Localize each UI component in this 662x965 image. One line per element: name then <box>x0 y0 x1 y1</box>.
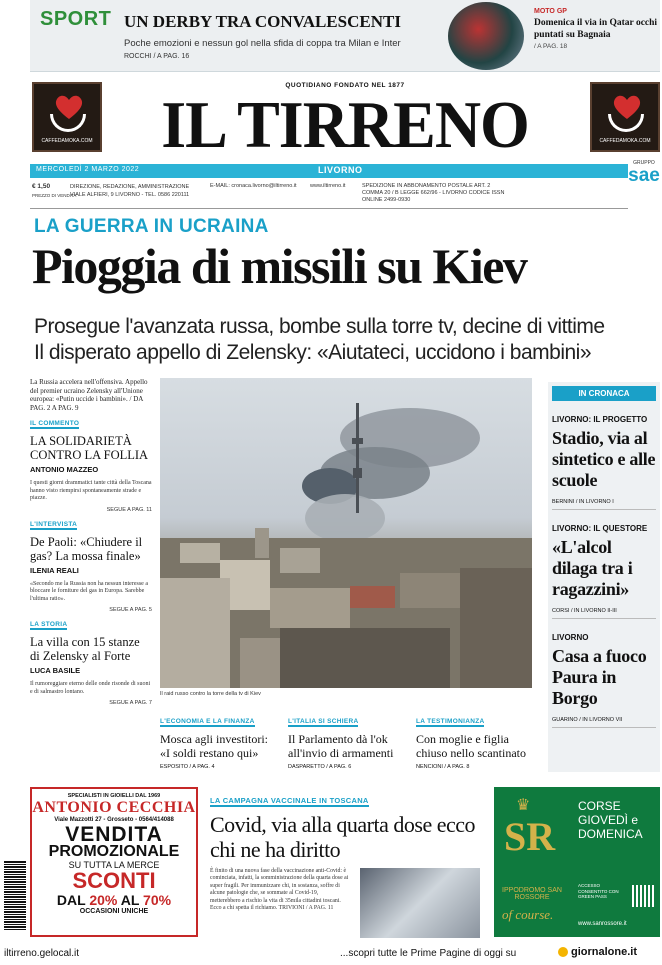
cronaca-kicker: LIVORNO: IL QUESTORE <box>552 524 648 533</box>
sport-label: SPORT <box>40 8 112 30</box>
main-kicker: LA GUERRA IN UCRAINA <box>34 216 269 237</box>
kiev-tv-tower-photo <box>160 378 532 688</box>
coffee-ad-text: CAFFEDAMOKA.COM <box>599 138 651 144</box>
moto-title: Domenica il via in Qatar occhi puntati su Bagnaia <box>534 18 658 40</box>
vaccine-body: È finito di una nuova fase della vaccinazione anti-Covid: è cominciata, infatti, la somministrazione della quarta dose ai super fragili. Per immunizzare chi, in sostanza, soffre di alcune patologie che, se sommate al Covid-19, metterebbero a rischio la vita di 35mila cittadini toscani. Ecco a chi spetta il richiamo. TRIVIONI / A PAG. 11 <box>210 868 349 912</box>
date-bar <box>30 164 628 178</box>
green-pass-note: ACCESSO CONSENTITO CON GREEN PASS <box>578 883 619 899</box>
subrow-label: L'ECONOMIA E LA FINANZA <box>160 718 255 725</box>
sport-title[interactable]: UN DERBY TRA CONVALESCENTI <box>124 12 401 31</box>
ad-al: AL <box>117 892 144 908</box>
cronaca-kicker: LIVORNO: IL PROGETTO <box>552 415 648 424</box>
editorial-address: DIREZIONE, REDAZIONE, AMMINISTRAZIONE VIALE ALFIERI, 9 LIVORNO - TEL. 0586 220111 <box>70 184 190 198</box>
price: € 1,50 <box>32 183 51 190</box>
ad-max-discount: 70% <box>143 892 172 908</box>
commento-ref: SEGUE A PAG. 11 <box>106 506 152 513</box>
info-bar <box>30 181 628 209</box>
cronaca-column <box>548 382 660 772</box>
crown-icon: ♛ <box>516 797 531 814</box>
ad-discount-range <box>32 892 196 908</box>
subrow-title: Mosca agli investitori: «I soldi restano qui» <box>160 732 268 760</box>
subrow-article-2[interactable] <box>288 710 406 770</box>
ad-address: Viale Mazzotti 27 - Grosseto - 0564/414088 <box>54 817 174 823</box>
subhead-line-2: Il disperato appello di Zelensky: «Aiutateci, uccidono i bambini» <box>34 341 592 364</box>
storia-body: Il rumoreggiare eterno delle onde risonde di suoni e di salmastro lontano. <box>30 681 151 695</box>
sae-group-logo <box>628 160 660 196</box>
subrow-ref: NENCIONI / A PAG. 8 <box>416 764 470 770</box>
main-subhead <box>34 314 662 366</box>
subrow-title: Con moglie e figlia chiuso nello scantinato <box>416 732 526 760</box>
sr-website[interactable]: www.sanrossore.it <box>578 921 627 927</box>
ad-promozionale: PROMOZIONALE <box>48 843 180 860</box>
ad-specialists: SPECIALISTI IN GIOIELLI DAL 1969 <box>67 793 161 799</box>
coffee-ad-text: CAFFEDAMOKA.COM <box>41 138 93 144</box>
ad-min-discount: 20% <box>89 892 118 908</box>
cronaca-item[interactable] <box>552 415 656 510</box>
cronaca-ref: BERNINI / IN LIVORNO I <box>552 499 656 510</box>
ad-tutta-merce: SU TUTTA LA MERCE <box>68 860 160 870</box>
subrow-article-1[interactable] <box>160 710 278 770</box>
storia-label: LA STORIA <box>30 621 68 628</box>
cup-icon <box>608 114 644 132</box>
jewelry-ad[interactable] <box>30 787 198 937</box>
commento-body: I questi giorni drammatici tante città della Toscana hanno visto riempirsi spontaneamente strade e piazze. <box>30 480 152 501</box>
sport-page-ref: ROCCHI / A PAG. 16 <box>124 53 190 60</box>
subrow-label: LA TESTIMONIANZA <box>416 718 485 725</box>
price-note: PREZZO DI VENDITA <box>32 193 77 198</box>
moto-label: MOTO GP <box>534 8 567 15</box>
sport-subtitle: Poche emozioni e nessun gol nella sfida di coppa tra Milan e Inter <box>124 38 401 49</box>
qr-code-icon <box>632 885 654 907</box>
intervista-author: ILENIA REALI <box>30 565 79 575</box>
storia-title[interactable]: La villa con 15 stanze di Zelensky al Forte <box>30 635 140 663</box>
cronaca-title: Casa a fuoco Paura in Borgo <box>552 646 647 708</box>
of-course-tagline: of course. <box>502 907 554 922</box>
sae-logo: sae <box>628 165 660 186</box>
footer <box>0 945 662 965</box>
cronaca-title: «L'alcol dilaga tra i ragazzini» <box>552 537 633 599</box>
corse-days: CORSE GIOVEDÌ e DOMENICA <box>578 799 643 841</box>
subhead-line-1: Prosegue l'avanzata russa, bombe sulla torre tv, decine di vittime <box>34 315 605 338</box>
left-column <box>30 378 152 706</box>
ad-occasioni: OCCASIONI UNICHE <box>79 908 149 915</box>
edition-city: LIVORNO <box>318 165 363 175</box>
barcode <box>4 860 26 930</box>
cronaca-ref: CORSI / IN LIVORNO II-III <box>552 608 656 619</box>
subrow-article-3[interactable] <box>416 710 534 770</box>
ad-vendita: VENDITA <box>65 823 163 846</box>
motogp-teaser[interactable] <box>534 8 658 50</box>
intervista-body: «Secondo me la Russia non ha nessun interesse a bloccare le forniture del gas in Europa. Sarebbe l'ultima ratio». <box>30 580 148 602</box>
postal-info: SPEDIZIONE IN ABBONAMENTO POSTALE ART. 2 COMMA 20 / B LEGGE 662/96 - LIVORNO CODICE ISSN ONLINE 2499-0930 <box>362 183 505 203</box>
intervista-title[interactable]: De Paoli: «Chiudere il gas? La mossa finale» <box>30 534 143 563</box>
main-headline[interactable]: Pioggia di missili su Kiev <box>32 238 527 294</box>
subrow-ref: DASPARETTO / A PAG. 6 <box>288 764 352 770</box>
cronaca-header[interactable]: IN CRONACA <box>552 386 656 401</box>
ad-brand-name: ANTONIO CECCHIA <box>32 799 196 816</box>
photo-caption: Il raid russo contro la torre della tv di Kiev <box>160 691 261 697</box>
group-small-label: GRUPPO <box>633 160 655 166</box>
issue-date: MERCOLEDÌ 2 MARZO 2022 <box>36 166 140 173</box>
commento-label: IL COMMENTO <box>30 420 80 427</box>
email[interactable]: E-MAIL: cronaca.livorno@iltirreno.it <box>210 183 297 189</box>
storia-ref: SEGUE A PAG. 7 <box>109 700 152 706</box>
subrow-title: Il Parlamento dà l'ok all'invio di armamenti <box>288 732 394 760</box>
footer-site-link[interactable]: iltirreno.gelocal.it <box>4 948 80 959</box>
giornalone-link[interactable] <box>558 946 637 958</box>
ad-dal: DAL <box>56 892 90 908</box>
footer-promo-text: ...scopri tutte le Prime Pagine di oggi su <box>340 948 517 959</box>
giornalone-icon <box>558 947 568 957</box>
main-photo-kiev[interactable] <box>160 378 532 688</box>
sr-monogram: SR <box>504 814 556 859</box>
commento-author: ANTONIO MAZZEO <box>30 465 99 474</box>
subrow-label: L'ITALIA SI SCHIERA <box>288 718 359 725</box>
intervista-label: L'INTERVISTA <box>30 520 78 528</box>
ad-sconti: SCONTI <box>72 868 156 893</box>
website[interactable]: www.iltirreno.it <box>310 183 346 189</box>
cronaca-item[interactable] <box>552 633 656 728</box>
commento-title[interactable]: LA SOLIDARIETÀ CONTRO LA FOLLIA <box>30 434 149 462</box>
coffee-ad-right[interactable] <box>590 82 660 152</box>
cronaca-ref: GUARINO / IN LIVORNO VII <box>552 717 656 728</box>
vaccine-photo <box>360 868 480 938</box>
ippodromo-name: IPPODROMO SAN ROSSORE <box>502 887 562 901</box>
cronaca-title: Stadio, via al sintetico e alle scuole <box>552 428 656 490</box>
cronaca-kicker: LIVORNO <box>552 633 589 642</box>
vaccine-title: Covid, via alla quarta dose ecco chi ne ha diritto <box>210 812 476 862</box>
masthead <box>30 76 660 164</box>
intervista-ref: SEGUE A PAG. 5 <box>109 607 152 613</box>
moto-page-ref: / A PAG. 18 <box>534 43 568 50</box>
vaccine-article[interactable] <box>210 790 482 912</box>
cronaca-item[interactable] <box>552 524 656 619</box>
sport-photo <box>448 2 524 70</box>
storia-author: LUCA BASILE <box>30 666 81 675</box>
lead-text: La Russia accelera nell'offensiva. Appello del premier ucraino Zelensky all'Unione europea: «Putin uccide i bambini». / DA PAG. 2 A PAG. 9 <box>30 378 148 412</box>
founded-note: QUOTIDIANO FONDATO NEL 1877 <box>285 82 405 89</box>
subrow-ref: ESPOSITO / A PAG. 4 <box>160 764 215 770</box>
sport-teaser-bar[interactable] <box>30 0 660 72</box>
san-rossore-ad[interactable] <box>494 787 660 937</box>
newspaper-logo[interactable]: IL TIRRENO <box>161 87 529 162</box>
vaccine-label: LA CAMPAGNA VACCINALE IN TOSCANA <box>210 796 369 805</box>
giornalone-label: giornalone.it <box>571 946 637 958</box>
